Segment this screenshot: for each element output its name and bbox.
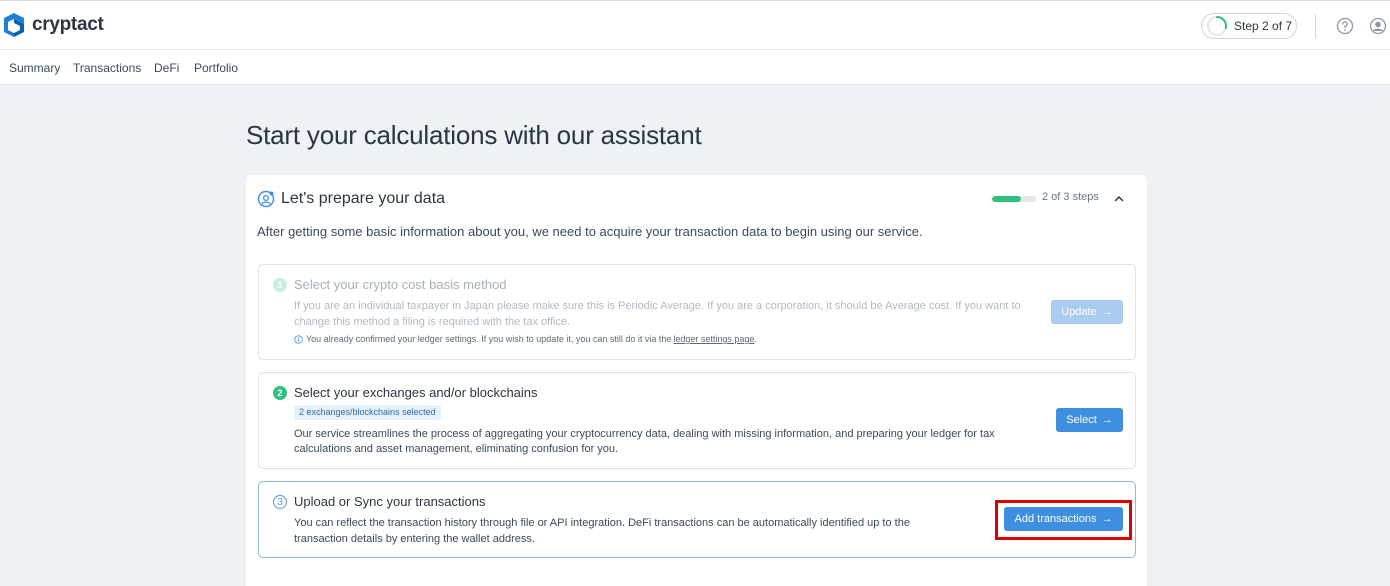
- ledger-note: [294, 334, 757, 344]
- top-header: [0, 0, 1390, 50]
- step-description-line2: transaction details by entering the wallet address.: [294, 533, 535, 545]
- cryptact-logo-icon: [4, 13, 24, 37]
- step-description-line1: Our service streamlines the process of aggregating your cryptocurrency data, dealing with missing information, and preparing your ledger for tax: [294, 428, 995, 440]
- step-title: Select your exchanges and/or blockchains: [294, 385, 538, 400]
- step-number: 3: [273, 495, 287, 509]
- step-number: 1: [273, 278, 287, 292]
- nav-item-summary[interactable]: Summary: [9, 61, 61, 75]
- selected-count-badge: 2 exchanges/blockchains selected: [294, 405, 441, 420]
- main-nav: [0, 50, 1390, 85]
- arrow-right-icon: →: [1101, 414, 1113, 426]
- card-progress-bar: [992, 196, 1036, 202]
- select-button-label: Select: [1066, 414, 1097, 426]
- step-title: Upload or Sync your transactions: [294, 494, 486, 509]
- chevron-up-icon[interactable]: [1112, 192, 1126, 206]
- step-description-line2: change this method a filing is required with the tax office.: [294, 316, 571, 328]
- add-transactions-button-label: Add transactions: [1014, 513, 1097, 525]
- step-exchanges: [258, 372, 1136, 469]
- step-indicator-label: Step 2 of 7: [1234, 19, 1293, 33]
- help-icon[interactable]: [1336, 17, 1354, 35]
- logo[interactable]: [4, 13, 104, 37]
- card-progress-fill: [992, 196, 1021, 202]
- step-number: 2: [273, 386, 287, 400]
- card-title: Let's prepare your data: [281, 190, 446, 207]
- data-sync-icon: [257, 190, 275, 208]
- card-description: After getting some basic information about you, we need to acquire your transaction data to begin using our service.: [257, 224, 923, 239]
- step-indicator[interactable]: [1201, 13, 1297, 39]
- nav-item-transactions[interactable]: Transactions: [73, 61, 142, 75]
- step-title: Select your crypto cost basis method: [294, 277, 507, 292]
- nav-item-portfolio[interactable]: Portfolio: [194, 61, 239, 75]
- step-cost-basis: [258, 264, 1136, 360]
- select-button[interactable]: [1056, 408, 1123, 432]
- update-button[interactable]: [1051, 300, 1123, 324]
- nav-item-defi[interactable]: DeFi: [154, 61, 180, 75]
- step-description-line2: calculations and asset management, eliminating confusion for you.: [294, 443, 619, 455]
- arrow-right-icon: →: [1101, 306, 1113, 318]
- step-progress-ring-icon: [1206, 15, 1228, 37]
- info-icon: [294, 335, 303, 344]
- arrow-right-icon: →: [1101, 513, 1113, 525]
- ledger-note-end: .: [754, 334, 757, 344]
- header-divider: [1315, 14, 1316, 38]
- brand-name: cryptact: [32, 14, 104, 35]
- step-description-line1: You can reflect the transaction history through file or API integration. DeFi transactions can be automatically identified up to the: [294, 517, 910, 529]
- page-title: Start your calculations with our assistant: [246, 120, 702, 150]
- update-button-label: Update: [1061, 306, 1097, 318]
- ledger-settings-link[interactable]: ledger settings page: [673, 334, 755, 344]
- step-description-line1: If you are an individual taxpayer in Japan please make sure this is Periodic Average. If you are a corporation, it should be Average cost. If you want to: [294, 300, 1021, 312]
- ledger-note-text: You already confirmed your ledger settings. If you wish to update it, you can still do it via the: [306, 334, 672, 344]
- highlight-box: [995, 500, 1132, 540]
- card-progress-text: 2 of 3 steps: [1042, 191, 1099, 203]
- user-icon[interactable]: [1369, 17, 1387, 35]
